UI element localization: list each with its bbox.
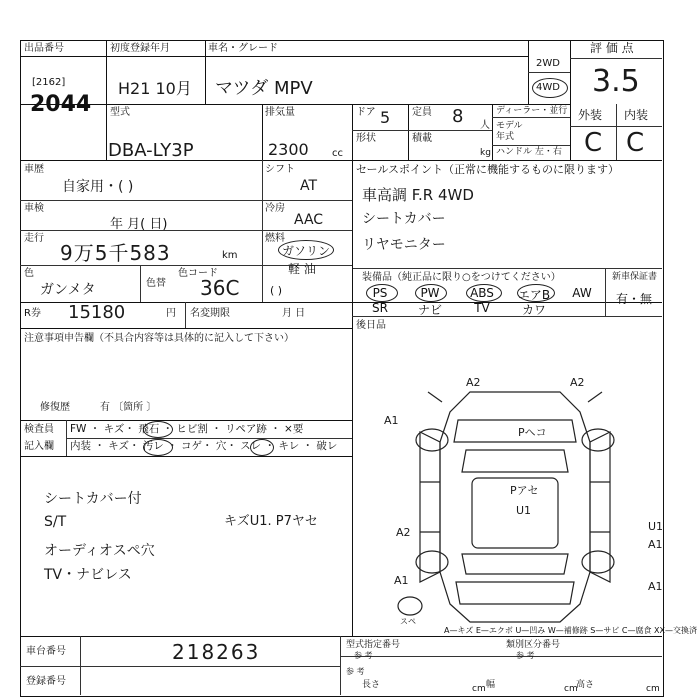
color-code-label-2: 色コード — [178, 268, 218, 279]
rule — [20, 104, 570, 105]
displacement-label: 排気量 — [265, 107, 295, 118]
mark-left-rear: A2 — [396, 526, 411, 539]
displacement-unit: cc — [332, 148, 343, 159]
rule — [20, 328, 352, 329]
fuel-label: 燃料 — [265, 233, 285, 244]
color-code-value: 36C — [200, 276, 240, 300]
mileage-label: 走行 — [24, 233, 44, 244]
rule — [340, 656, 662, 657]
name-label: 車名・グレード — [208, 43, 278, 54]
load-unit: kg — [480, 148, 491, 158]
mark-roof-u: U1 — [516, 504, 532, 517]
width-label: 幅 — [486, 680, 496, 690]
rule — [340, 636, 341, 695]
delivery-label: 後日品 — [356, 320, 386, 331]
rule — [352, 104, 353, 636]
height-unit: cm — [646, 684, 660, 694]
repair-value: 有 〔箇所 〕 — [100, 402, 157, 413]
selling-line-2: シートカバー — [362, 211, 446, 227]
rule — [20, 56, 528, 57]
mark-spare: スペ — [400, 617, 416, 626]
rule — [20, 666, 340, 667]
inspection-label: 車検 — [24, 203, 44, 214]
year-label: 年式 — [496, 132, 515, 142]
handle-label: ハンドル 左・右 — [496, 147, 562, 157]
mark-right-a: A1 — [648, 538, 663, 551]
doors-value: 5 — [380, 108, 391, 127]
rule — [352, 316, 662, 317]
note-2: S/T — [44, 514, 67, 530]
fuel-option: 軽 油 — [288, 262, 316, 276]
model-year-label: モデル — [496, 121, 523, 131]
rule — [140, 265, 141, 302]
name-change-value: 月 日 — [282, 308, 306, 319]
equip-aw: AW — [572, 286, 592, 300]
equipment-label: 装備品（純正品に限り○をつけてください） — [362, 272, 561, 283]
warranty-label: 新車保証書 — [612, 272, 658, 282]
rule — [262, 104, 263, 160]
dealer-label: ディーラー・並行 — [496, 106, 568, 116]
rule — [352, 130, 492, 131]
chassis-label: 車台番号 — [26, 646, 66, 657]
selling-line-1: 車高調 F.R 4WD — [362, 186, 474, 204]
equip-navi: ナビ — [417, 303, 442, 317]
lot-label: 出品番号 — [24, 43, 64, 54]
note-4: TV・ナビレス — [44, 567, 132, 583]
interior-label: 内装 — [624, 108, 649, 122]
inspector-label-2: 記入欄 — [24, 441, 54, 452]
note-3: オーディオスペ穴 — [44, 543, 155, 559]
rating-label: 評 価 点 — [590, 41, 634, 55]
reg-label: 登録番号 — [26, 676, 66, 687]
model-value: DBA-LY3P — [108, 140, 194, 161]
rule — [492, 117, 570, 118]
dims-ref: 参 考 — [346, 667, 365, 676]
mark-front-right: A2 — [570, 376, 585, 389]
rule — [185, 302, 186, 328]
shift-label: シフト — [265, 164, 295, 175]
rule — [352, 268, 662, 269]
mark-roof: Pアセ — [510, 484, 539, 497]
recycle-unit: 円 — [166, 308, 176, 319]
equip-circle — [415, 284, 447, 302]
exterior-label: 外装 — [578, 108, 603, 122]
rule — [616, 104, 617, 160]
rule — [66, 438, 352, 439]
notes-label: 注意事項申告欄（不具合内容等は具体的に記入して下さい） — [24, 333, 294, 344]
color-label: 色 — [24, 268, 34, 279]
note-1: シートカバー付 — [44, 491, 142, 507]
first-reg-label: 初度登録年月 — [110, 43, 170, 54]
history-value: 自家用・( ) — [62, 179, 134, 195]
first-reg-value: H21 10月 — [118, 79, 192, 98]
rule — [20, 636, 662, 637]
fuel-paren: ( ) — [270, 284, 283, 297]
equip-circle — [517, 284, 555, 302]
equip-circle — [366, 284, 398, 302]
rule — [106, 40, 107, 160]
repair-label: 修復歴 — [40, 402, 70, 413]
shape-label: 形状 — [356, 133, 376, 144]
equip-pw: PW — [420, 286, 440, 300]
rule — [20, 200, 352, 201]
rule — [570, 58, 662, 59]
color-code-label-1: 色替 — [146, 278, 166, 289]
rule — [408, 104, 409, 160]
car-diagram — [380, 372, 670, 634]
mark-right-u: U1 — [648, 520, 664, 533]
remark: キズU1. P7ヤセ — [224, 514, 318, 529]
rule — [605, 268, 606, 316]
name-value: マツダ MPV — [215, 78, 313, 99]
equip-leather: カワ — [521, 303, 546, 317]
equip-abs: ABS — [470, 286, 494, 300]
lot-sub: [2162] — [32, 77, 66, 88]
color-value: ガンメタ — [40, 282, 96, 298]
inspector-label-1: 検査員 — [24, 424, 54, 435]
width-unit: cm — [564, 684, 578, 694]
model-label: 型式 — [110, 107, 130, 118]
history-label: 車歴 — [24, 164, 44, 175]
warranty-value: 有・無 — [616, 292, 653, 306]
lot-number: 2044 — [30, 92, 92, 117]
equip-ps: PS — [372, 286, 388, 300]
rule — [205, 40, 206, 104]
rule — [492, 145, 570, 146]
equip-sr: SR — [372, 301, 388, 315]
cooling-value: AAC — [294, 212, 324, 228]
class-ref: 参 考 — [516, 651, 535, 660]
type-cert-label: 型式指定番号 — [346, 640, 401, 650]
selling-line-3: リヤモニター — [362, 237, 446, 253]
mileage-value: 9万5千583 — [60, 241, 171, 265]
mark-left-a: A1 — [394, 574, 409, 587]
inspection-value: 年 月( 日) — [110, 217, 168, 232]
load-label: 積載 — [412, 133, 432, 144]
rule — [262, 160, 263, 302]
capacity-unit: 人 — [480, 120, 490, 131]
inspector-circle — [143, 421, 173, 438]
capacity-value: 8 — [452, 106, 464, 127]
inspector-circle — [143, 439, 173, 456]
cooling-label: 冷房 — [265, 203, 285, 214]
inspector-row-1: FW ・ キズ・ 飛石 ・ ヒビ割 ・ リペア跡 ・ ×要 — [70, 423, 304, 435]
selling-label: セールスポイント（正常に機能するものに限ります） — [356, 163, 620, 176]
rule — [20, 456, 352, 457]
capacity-label: 定員 — [412, 107, 432, 118]
inspector-row-2: 内装 ・ キズ・ 汚レ ・ コゲ・ 穴・ スレ ・ キレ ・ 破レ — [70, 440, 338, 452]
rule — [20, 420, 352, 421]
drive-4wd: 4WD — [536, 82, 560, 93]
rule — [20, 230, 352, 231]
drive-circle — [532, 78, 568, 98]
mileage-unit: km — [222, 250, 238, 261]
mark-front-left: A2 — [466, 376, 481, 389]
inspector-circle — [250, 439, 274, 456]
recycle-value: 15180 — [68, 302, 126, 323]
chassis-value: 218263 — [172, 640, 261, 664]
mark-rear-a: A1 — [648, 580, 663, 593]
fuel-circle — [278, 240, 334, 260]
drive-2wd: 2WD — [536, 58, 560, 69]
length-label: 長さ — [362, 680, 381, 690]
class-label: 類別区分番号 — [506, 640, 561, 650]
interior-value: C — [626, 128, 645, 158]
mark-left-front: A1 — [384, 414, 399, 427]
length-unit: cm — [472, 684, 486, 694]
recycle-label: R券 — [24, 308, 41, 319]
diagram-legend: A—キズ E—エクボ U—凹み W—補修跡 S—サビ C—腐食 XX—交換済 — [444, 626, 698, 635]
displacement-value: 2300 — [268, 140, 309, 159]
fuel-value: ガソリン — [282, 244, 331, 258]
rating-value: 3.5 — [592, 64, 640, 99]
equip-airbag: エアB — [517, 288, 551, 302]
rule — [80, 636, 81, 695]
exterior-value: C — [584, 128, 603, 158]
name-change-label: 名変期限 — [190, 308, 230, 319]
rule — [492, 104, 493, 160]
height-label: 高さ — [576, 680, 595, 690]
doors-label: ドア — [356, 107, 376, 118]
type-cert-ref: 参 考 — [354, 651, 373, 660]
equip-circle — [466, 284, 502, 302]
shift-value: AT — [300, 178, 318, 194]
equip-tv: TV — [474, 301, 490, 315]
mark-hood: Pヘコ — [518, 426, 547, 439]
rule — [528, 72, 570, 73]
